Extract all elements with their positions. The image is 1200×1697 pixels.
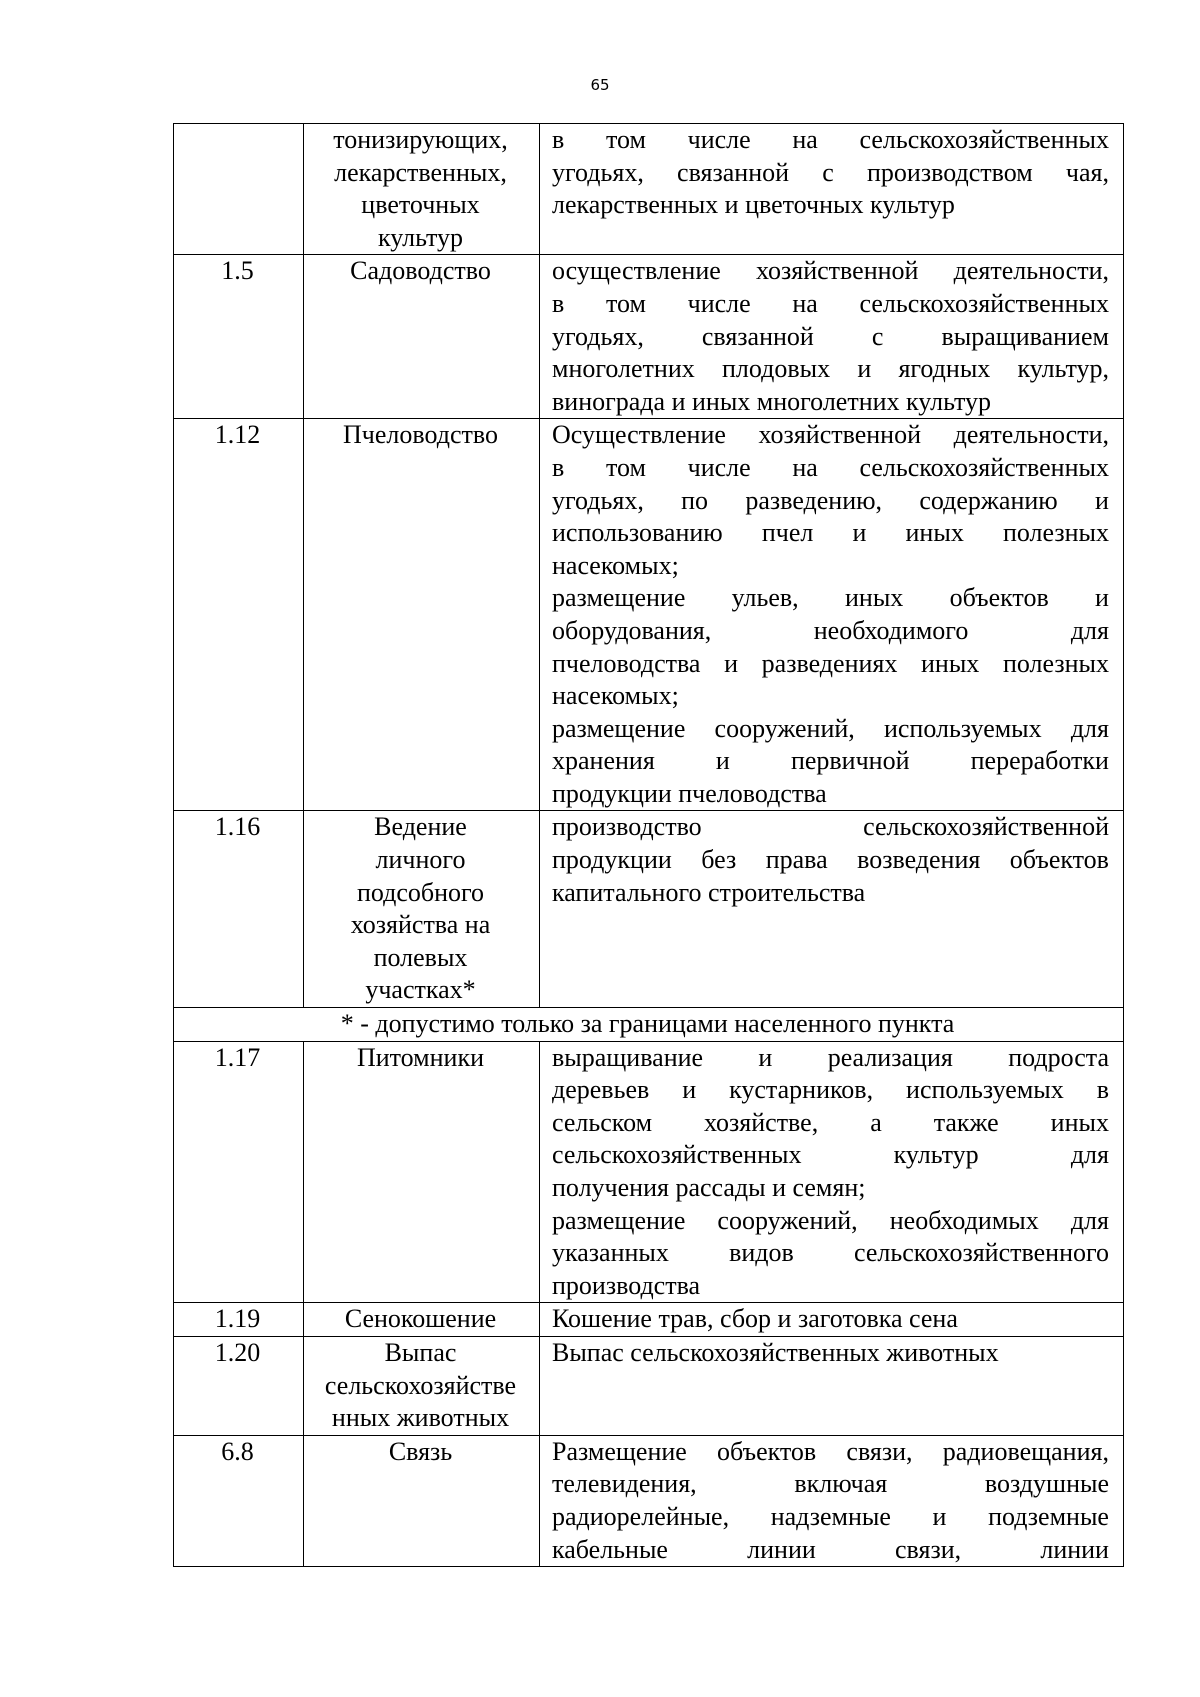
word: иных <box>844 583 904 613</box>
word: угодьях, <box>552 485 644 515</box>
name-line: Связь <box>388 1436 453 1466</box>
description-line <box>552 1074 1109 1107</box>
word: пчеловодства <box>552 648 701 678</box>
word: телевидения, <box>552 1469 697 1499</box>
description-line <box>552 745 1109 778</box>
footnote-cell <box>174 1008 1124 1042</box>
description-line <box>552 844 1109 877</box>
word: линии <box>1040 1534 1109 1564</box>
word: в <box>1096 1075 1109 1105</box>
description-line: насекомых; <box>552 550 679 580</box>
word: сельскохозяйственных <box>859 288 1109 318</box>
description-line: Выпас сельскохозяйственных животных <box>552 1337 999 1367</box>
word: объектов <box>1009 845 1109 875</box>
description-line <box>552 648 1109 681</box>
word: возведения <box>857 845 981 875</box>
word: размещение <box>552 1205 686 1235</box>
word: объектов <box>949 583 1049 613</box>
description-line <box>552 321 1109 354</box>
word: на <box>792 125 818 154</box>
word: права <box>765 845 828 875</box>
word: связи, <box>846 1436 913 1466</box>
name-cell <box>304 1435 540 1566</box>
word: связи, <box>895 1534 962 1564</box>
code-cell <box>174 1041 304 1303</box>
code-cell <box>174 1303 304 1337</box>
name-line: Выпас <box>384 1337 457 1367</box>
description-line <box>552 157 1109 190</box>
word: том <box>605 452 646 482</box>
word: и <box>724 648 739 678</box>
code-text: 1.19 <box>214 1304 261 1334</box>
word: полезных <box>1002 648 1109 678</box>
code-text: 6.8 <box>221 1436 254 1466</box>
word: необходимого <box>813 615 969 645</box>
name-line: сельскохозяйстве <box>324 1370 517 1400</box>
word: сооружений, <box>717 1205 858 1235</box>
word: многолетних <box>552 354 695 384</box>
description-line <box>552 1237 1109 1270</box>
word: Осуществление <box>552 420 726 450</box>
description-line: Кошение трав, сбор и заготовка сена <box>552 1304 958 1334</box>
description-line: винограда и иных многолетних культур <box>552 386 992 416</box>
table-row <box>174 1435 1124 1566</box>
description-line <box>552 1534 1109 1567</box>
page-number: 65 <box>590 76 610 94</box>
word: кабельные <box>552 1534 668 1564</box>
word: производством <box>867 157 1033 187</box>
description-line <box>552 517 1109 550</box>
code-text: 1.20 <box>214 1337 261 1367</box>
word: объектов <box>717 1436 817 1466</box>
name-cell <box>304 255 540 419</box>
name-line: участках* <box>365 975 476 1005</box>
word: культур <box>893 1140 979 1170</box>
description-cell <box>540 811 1124 1008</box>
code-cell <box>174 124 304 255</box>
description-line: продукции пчеловодства <box>552 778 827 808</box>
description-line: получения рассады и семян; <box>552 1173 866 1202</box>
footnote-text: * - допустимо только за границами населенного пункта <box>340 1009 955 1039</box>
word: видов <box>729 1238 794 1268</box>
word: том <box>605 125 646 154</box>
word: выращиванием <box>941 321 1109 351</box>
description-line <box>552 353 1109 386</box>
word: указанных <box>552 1238 669 1268</box>
code-text: 1.17 <box>214 1042 261 1072</box>
description-line <box>552 1468 1109 1501</box>
description-line <box>552 615 1109 648</box>
code-cell <box>174 255 304 419</box>
table-row <box>174 1336 1124 1435</box>
word: линии <box>747 1534 816 1564</box>
table-row <box>174 1041 1124 1303</box>
table-row <box>174 124 1124 255</box>
word: радиорелейные, <box>552 1501 730 1531</box>
word: и <box>715 746 730 776</box>
word: первичной <box>790 746 910 776</box>
word: сельскохозяйственного <box>854 1238 1109 1268</box>
word: числе <box>687 288 751 318</box>
word: для <box>1070 1140 1109 1170</box>
code-text: 1.16 <box>214 812 261 842</box>
word: культур, <box>1017 354 1109 384</box>
description-cell <box>540 124 1124 255</box>
word: для <box>1070 615 1109 645</box>
code-cell <box>174 419 304 811</box>
description-line <box>552 255 1109 288</box>
name-line: культур <box>378 222 463 252</box>
land-use-table <box>173 123 1124 1567</box>
name-line: цветочных <box>361 190 480 220</box>
table-row <box>174 1303 1124 1337</box>
word: пчел <box>761 518 814 548</box>
description-line <box>552 1205 1109 1238</box>
table-row <box>174 811 1124 1008</box>
word: и <box>1095 485 1109 515</box>
word: также <box>933 1107 999 1137</box>
word: иных <box>905 518 964 548</box>
word: необходимых <box>889 1205 1039 1235</box>
name-line: полевых <box>373 942 468 972</box>
word: сельском <box>552 1107 653 1137</box>
word: плодовых <box>721 354 831 384</box>
name-line: личного <box>375 845 466 875</box>
word: в <box>552 452 565 482</box>
word: в <box>552 125 565 154</box>
word: а <box>870 1107 882 1137</box>
word: сельскохозяйственной <box>863 812 1109 842</box>
footnote-row <box>174 1008 1124 1042</box>
word: реализация <box>827 1042 953 1072</box>
description-cell <box>540 1041 1124 1303</box>
word: подземные <box>988 1501 1109 1531</box>
word: деятельности, <box>953 420 1109 450</box>
word: числе <box>687 125 751 154</box>
name-cell <box>304 811 540 1008</box>
word: с <box>871 321 884 351</box>
word: и <box>852 518 867 548</box>
word: надземные <box>770 1501 891 1531</box>
description-line: производства <box>552 1270 701 1300</box>
word: без <box>701 845 737 875</box>
description-line <box>552 452 1109 485</box>
description-cell <box>540 419 1124 811</box>
name-line: лекарственных, <box>334 157 507 187</box>
word: воздушные <box>984 1469 1109 1499</box>
description-cell <box>540 1435 1124 1566</box>
description-line <box>552 1042 1109 1075</box>
word: осуществление <box>552 256 721 286</box>
word: включая <box>794 1469 888 1499</box>
word: чая, <box>1065 157 1109 187</box>
word: Размещение <box>552 1436 687 1466</box>
word: хозяйстве, <box>704 1107 819 1137</box>
name-line: подсобного <box>356 877 485 907</box>
description-line <box>552 1436 1109 1469</box>
word: иных <box>921 648 980 678</box>
description-line: насекомых; <box>552 681 679 711</box>
word: и <box>682 1075 697 1105</box>
word: и <box>932 1501 947 1531</box>
description-line: лекарственных и цветочных культур <box>552 190 955 220</box>
description-line <box>552 1139 1109 1172</box>
description-line <box>552 811 1109 844</box>
name-line: Ведение <box>374 812 467 842</box>
word: числе <box>687 452 751 482</box>
name-line: Сенокошение <box>344 1304 497 1334</box>
word: и <box>1095 583 1109 613</box>
word: иных <box>1050 1107 1109 1137</box>
description-line <box>552 1107 1109 1140</box>
word: том <box>605 288 646 318</box>
word: для <box>1070 1205 1109 1235</box>
word: сельскохозяйственных <box>859 125 1109 154</box>
code-cell <box>174 811 304 1008</box>
description-line <box>552 124 1109 157</box>
description-cell <box>540 255 1124 419</box>
word: разведению, <box>745 485 883 515</box>
description-line <box>552 1501 1109 1534</box>
word: сельскохозяйственных <box>552 1140 802 1170</box>
word: деятельности, <box>953 256 1109 286</box>
word: хранения <box>552 746 655 776</box>
description-cell <box>540 1303 1124 1337</box>
word: переработки <box>970 746 1109 776</box>
word: связанной <box>677 157 790 187</box>
code-text: 1.12 <box>214 420 261 450</box>
word: содержанию <box>919 485 1058 515</box>
word: размещение <box>552 713 686 743</box>
word: подроста <box>1008 1042 1109 1072</box>
word: на <box>792 288 818 318</box>
description-cell <box>540 1336 1124 1435</box>
word: использованию <box>552 518 723 548</box>
word: хозяйственной <box>755 256 919 286</box>
name-line: Пчеловодство <box>343 420 498 450</box>
description-line <box>552 419 1109 452</box>
word: ягодных <box>898 354 991 384</box>
code-text: 1.5 <box>221 256 254 286</box>
description-line <box>552 713 1109 746</box>
word: угодьях, <box>552 321 644 351</box>
word: связанной <box>701 321 814 351</box>
word: используемых <box>906 1075 1064 1105</box>
name-cell <box>304 1041 540 1303</box>
word: на <box>792 452 818 482</box>
word: по <box>681 485 709 515</box>
word: ульев, <box>731 583 799 613</box>
word: размещение <box>552 583 686 613</box>
description-line: капитального строительства <box>552 877 866 907</box>
word: продукции <box>552 845 672 875</box>
word: хозяйственной <box>758 420 922 450</box>
word: радиовещания, <box>942 1436 1109 1466</box>
word: полезных <box>1002 518 1109 548</box>
word: в <box>552 288 565 318</box>
word: кустарников, <box>729 1075 874 1105</box>
table-row <box>174 419 1124 811</box>
code-cell <box>174 1435 304 1566</box>
name-line: хозяйства на <box>350 910 491 940</box>
word: с <box>822 157 834 187</box>
table-row <box>174 255 1124 419</box>
word: используемых <box>883 713 1042 743</box>
description-line <box>552 582 1109 615</box>
name-cell <box>304 1303 540 1337</box>
table-body <box>174 124 1124 1567</box>
word: сельскохозяйственных <box>859 452 1109 482</box>
word: угодьях, <box>552 157 644 187</box>
name-line: Питомники <box>356 1042 485 1072</box>
name-line: Садоводство <box>350 256 491 286</box>
word: выращивание <box>552 1042 704 1072</box>
word: сооружений, <box>714 713 855 743</box>
word: для <box>1070 713 1109 743</box>
description-line <box>552 485 1109 518</box>
name-cell <box>304 1336 540 1435</box>
description-line <box>552 288 1109 321</box>
word: и <box>857 354 872 384</box>
name-line: тонизирующих, <box>333 125 508 154</box>
word: деревьев <box>552 1075 650 1105</box>
word: производство <box>552 812 702 842</box>
name-cell <box>304 419 540 811</box>
name-line: нных животных <box>331 1403 510 1433</box>
word: и <box>758 1042 773 1072</box>
name-cell <box>304 124 540 255</box>
word: разведениях <box>761 648 898 678</box>
word: оборудования, <box>552 615 712 645</box>
code-cell <box>174 1336 304 1435</box>
